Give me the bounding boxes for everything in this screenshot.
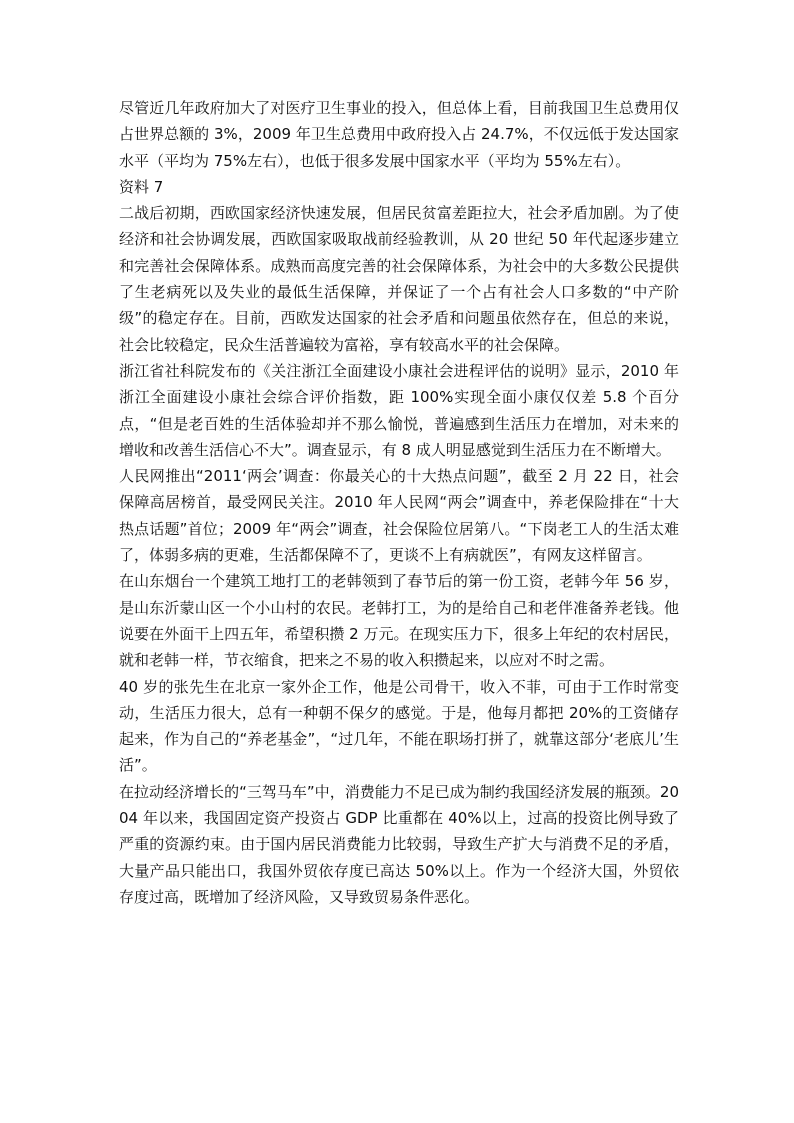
paragraph-western-europe: 二战后初期，西欧国家经济快速发展，但居民贫富差距拉大，社会矛盾加剧。为了使经济和社会协调发展，西欧国家吸取战前经验教训，从 20 世纪 50 年代起逐步建立和完善社会保障体系。成熟而高度完善的社会保障体系，为社会中的大多数公民提供了生老病死以及失业的最低生活保障，并保证了一个占有社会人口多数的“中产阶级”的稳定存在。目前，西欧发达国家的社会矛盾和问题虽依然存在，但总的来说，社会比较稳定，民众生活普遍较为富裕，享有较高水平的社会保障。	[119, 204, 679, 354]
paragraph-consumption: 在拉动经济增长的“三驾马车”中，消费能力不足已成为制约我国经济发展的瓶颈。2004 年以来，我国固定资产投资占 GDP 比重都在 40%以上，过高的投资比例导致了严重的资源约束。由于国内居民消费能力比较弱，导致生产扩大与消费不足的矛盾，大量产品只能出口，我国外贸依存度已高达 50%以上。作为一个经济大国，外贸依存度过高，既增加了经济风险，又导致贸易条件恶化。	[119, 782, 679, 906]
paragraph-zhejiang-survey: 浙江省社科院发布的《关注浙江全面建设小康社会进程评估的说明》显示，2010 年浙江全面建设小康社会综合评价指数，距 100%实现全面小康仅仅差 5.8 个百分点，“但是老百姓的生活体验却并不那么愉悦，普遍感到生活压力在增加，对未来的增收和改善生活信心不大”。调查显示，有 8 成人明显感觉到生活压力在不断增大。	[119, 361, 679, 459]
paragraph-mr-zhang: 40 岁的张先生在北京一家外企工作，他是公司骨干，收入不菲，可由于工作时常变动，生活压力很大，总有一种朝不保夕的感觉。于是，他每月都把 20%的工资储存起来，作为自己的“养老基金”，“过几年，不能在职场打拼了，就靠这部分‘老底儿’生活”。	[119, 677, 679, 775]
paragraph-health-spending: 尽管近几年政府加大了对医疗卫生事业的投入，但总体上看，目前我国卫生总费用仅占世界总额的 3%，2009 年卫生总费用中政府投入占 24.7%，不仅远低于发达国家水平（平均为 75%左右），也低于很多发展中国家水平（平均为 55%左右）。	[119, 99, 679, 170]
document-page	[119, 95, 679, 910]
paragraph-peoples-daily-poll: 人民网推出“2011‘两会’调查：你最关心的十大热点问题”，截至 2 月 22 日，社会保障高居榜首，最受网民关注。2010 年人民网“两会”调查中，养老保险排在“十大热点话题”首位；2009 年“两会”调查，社会保险位居第八。“下岗老工人的生活太难了，体弱多病的更难，生活都保障不了，更谈不上有病就医”，有网友这样留言。	[119, 467, 679, 565]
section-heading-material-7: 资料 7	[119, 177, 164, 196]
paragraph-lao-han: 在山东烟台一个建筑工地打工的老韩领到了春节后的第一份工资，老韩今年 56 岁，是山东沂蒙山区一个小山村的农民。老韩打工，为的是给自己和老伴准备养老钱。他说要在外面干上四五年，希望积攒 2 万元。在现实压力下，很多上年纪的农村居民，就和老韩一样，节衣缩食，把来之不易的收入积攒起来，以应对不时之需。	[119, 572, 679, 670]
